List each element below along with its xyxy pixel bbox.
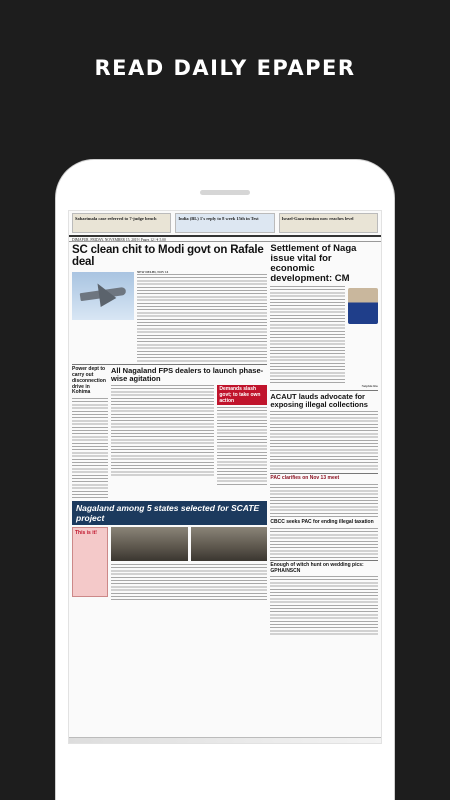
masthead-teaser-2[interactable]: India (BL) 1's reply to 8 week 15th in Test bbox=[175, 213, 274, 233]
lead-dateline: NEW DELHI, NOV 14 bbox=[137, 270, 169, 274]
story-demands-headline[interactable]: Demands slash govt; to take own action bbox=[217, 385, 267, 405]
story-acaut-body bbox=[270, 411, 378, 471]
phone-speaker bbox=[200, 190, 250, 195]
story-pac-headline[interactable]: PAC clarifies on Nov 13 meet bbox=[270, 475, 340, 482]
ad-poster-title: This is it! bbox=[75, 530, 97, 537]
scate-body bbox=[111, 564, 267, 602]
side-lead-body bbox=[270, 286, 345, 384]
ad-poster[interactable] bbox=[72, 527, 108, 597]
story-witch-body bbox=[270, 576, 378, 636]
masthead-teaser-3[interactable]: Israel-Gaza tension now reaches level bbox=[279, 213, 378, 233]
page-footer bbox=[69, 737, 381, 743]
story-pac-body bbox=[270, 484, 378, 518]
story-demands-body bbox=[217, 407, 267, 487]
lead-body-text bbox=[137, 274, 267, 362]
story-power-headline[interactable]: Power dept to carry out disconnection drive in Kohima bbox=[72, 366, 106, 396]
story-fps-body bbox=[111, 385, 214, 477]
lead-headline[interactable]: SC clean chit to Modi govt on Rafale deal bbox=[72, 244, 264, 268]
story-acaut-headline[interactable]: ACAUT lauds advocate for exposing illegal collections bbox=[270, 392, 368, 410]
promo-headline: READ DAILY EPAPER bbox=[94, 56, 356, 80]
story-cbi-headline[interactable]: CBCC seeks PAC for ending illegal taxation bbox=[270, 519, 374, 525]
cm-photo bbox=[348, 288, 378, 324]
cm-photo-caption: Neiphiu Rio bbox=[361, 384, 378, 388]
rafale-jet-photo bbox=[72, 272, 134, 320]
side-column bbox=[270, 244, 378, 636]
story-witch-headline[interactable]: Enough of witch hunt on wedding pics: GPHA/NSCN bbox=[270, 561, 364, 574]
phone-frame bbox=[56, 160, 394, 800]
story-fps-headline[interactable]: All Nagaland FPS dealers to launch phase-wise agitation bbox=[111, 366, 264, 384]
masthead bbox=[69, 211, 381, 237]
side-lead-headline[interactable]: Settlement of Naga issue vital for economic development: CM bbox=[270, 243, 357, 284]
scate-photos bbox=[111, 527, 267, 561]
date-line: DIMAPUR, FRIDAY, NOVEMBER 15, 2019 | Pages 12 | ₹ 5.00 bbox=[69, 237, 381, 242]
story-power-body bbox=[72, 398, 108, 498]
main-column bbox=[72, 244, 267, 636]
epaper-page[interactable] bbox=[68, 210, 382, 744]
masthead-teaser-1[interactable]: Sabarimala case referred to 7-judge bench bbox=[72, 213, 171, 233]
scate-banner-headline[interactable]: Nagaland among 5 states selected for SCATE project bbox=[72, 501, 267, 525]
story-cbi-body bbox=[270, 528, 378, 558]
